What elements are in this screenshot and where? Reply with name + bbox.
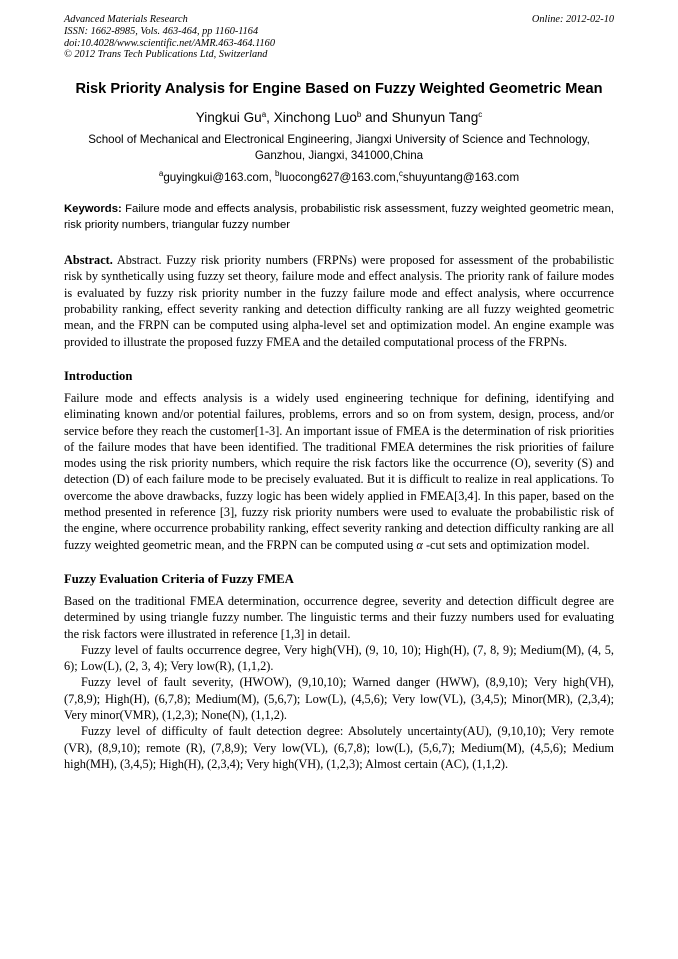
alpha-symbol: α [416, 537, 423, 552]
email-link[interactable]: shuyuntang@163.com [402, 171, 520, 185]
abstract-label: Abstract. [64, 253, 113, 268]
doi-line: doi:10.4028/www.scientific.net/AMR.463-464.1160 [64, 37, 275, 49]
email-link[interactable]: luocong627@163.com [279, 171, 396, 185]
keywords-block [64, 202, 614, 233]
author-name: Yingkui Gu [195, 110, 262, 126]
detection-levels-paragraph: Fuzzy level of difficulty of fault detection degree: Absolutely uncertainty(AU), (9,10,10); Very remote (VR), (8,9,10); remote (R), (7,8,9); Very low(VL), (6,7,8); low(L), (5,6,7); Medium(M), (4,5,6); Medium high(MH), (3,4,5); High(H), (2,3,4); Very high(VH), (1,2,3); Almost certain (AC), (1,1,2). [64, 724, 614, 771]
author-name: Shunyun Tang [391, 110, 479, 126]
journal-header [64, 14, 614, 61]
author-mark: a [261, 110, 267, 120]
author-mark: b [356, 110, 362, 120]
section-heading-fuzzy-evaluation: Fuzzy Evaluation Criteria of Fuzzy FMEA [64, 571, 294, 586]
online-date: Online: 2012-02-10 [531, 14, 614, 25]
section-heading-introduction: Introduction [64, 368, 133, 383]
author-list: Yingkui Gu$^a$, Xinchong Luo$^b$ and Shunyun Tang$^c$ [195, 110, 483, 126]
paper-title: Risk Priority Analysis for Engine Based on Fuzzy Weighted Geometric Mean [75, 81, 603, 98]
email-link[interactable]: guyingkui@163.com [163, 171, 269, 185]
journal-name: Advanced Materials Research [64, 14, 188, 25]
author-mark: c [478, 110, 483, 120]
abstract-text: Abstract. Fuzzy risk priority numbers (FRPNs) were proposed for assessment of the probabilistic risk by synthetically using fuzzy set theory, failure mode and effect analysis. The priority rank of failure modes is evaluated by fuzzy risk priority number in the fuzzy failure mode and effect analysis, where occurrence probability ranking, effect severity ranking and detection difficulty ranking are all fuzzy weighted geometric mean, and the FRPN can be computed using alpha-level set and optimization model. An engine example was provided to illustrate the proposed fuzzy FMEA and the detailed computational process of the FRPNs. [64, 253, 614, 349]
abstract-block [64, 252, 614, 350]
affiliation: School of Mechanical and Electronical Engineering, Jiangxi University of Science and Technology, Ganzhou, Jiangxi, 341000,China [88, 133, 590, 163]
introduction-paragraph: Failure mode and effects analysis is a widely used engineering technique for defining, identifying and eliminating known and/or potential failures, problems, errors and so on from system, design, process, and/or service before they reach the customer[1-3]. An important issue of FMEA is the determination of risk priorities of the failure modes that have been identified. The traditional FMEA determines the risk priorities of failure modes using the risk priority numbers, which require the risk factors like the occurrence (O), severity (S) and detection (D) of each failure mode to be precisely evaluated. But it is difficult to realize in real applications. To overcome the above drawbacks, fuzzy logic has been widely applied in FMEA[3,4]. In this paper, based on the method presented in reference [3], fuzzy risk priority numbers were used to evaluate the probabilistic risk of the engine, where occurrence probability ranking, effect severity ranking and detection difficulty ranking are all fuzzy weighted geometric mean, and the FRPN can be computed using α -cut sets and optimization model. [64, 390, 614, 552]
email-list: $^a$guyingkui@163.com, $^b$luocong627@163.com,$^c$shuyuntang@163.com [158, 169, 520, 185]
severity-levels-paragraph: Fuzzy level of fault severity, (HWOW), (9,10,10); Warned danger (HWW), (8,9,10); Very high(VH), (7,8,9); High(H), (6,7,8); Medium(M), (5,6,7); Low(L), (4,5,6); Very low(VL), (3,4,5); Minor(MR), (2,3,4); Very minor(VMR), (1,2,3); None(N), (1,1,2). [64, 675, 614, 723]
keywords-label: Keywords: [64, 203, 122, 216]
issn-line: ISSN: 1662-8985, Vols. 463-464, pp 1160-1164 [64, 25, 259, 37]
copyright-line: © 2012 Trans Tech Publications Ltd, Switzerland [64, 49, 268, 61]
author-name: Xinchong Luo [273, 110, 357, 126]
fuzzy-paragraph: Based on the traditional FMEA determination, occurrence degree, severity and detection difficult degree are determined by using triangle fuzzy number. The linguistic terms and their fuzzy numbers used for evaluating the risk factors were illustrated in reference [1,3] in detail. [64, 593, 614, 641]
keywords-text: Failure mode and effects analysis, probabilistic risk assessment, fuzzy weighted geometric mean, risk priority numbers, triangular fuzzy number [64, 203, 615, 231]
occurrence-levels-paragraph: Fuzzy level of faults occurrence degree, Very high(VH), (9, 10, 10); High(H), (7, 8, 9); Medium(M), (4, 5, 6); Low(L), (2, 3, 4); Very low(R), (1,1,2). [64, 642, 614, 674]
